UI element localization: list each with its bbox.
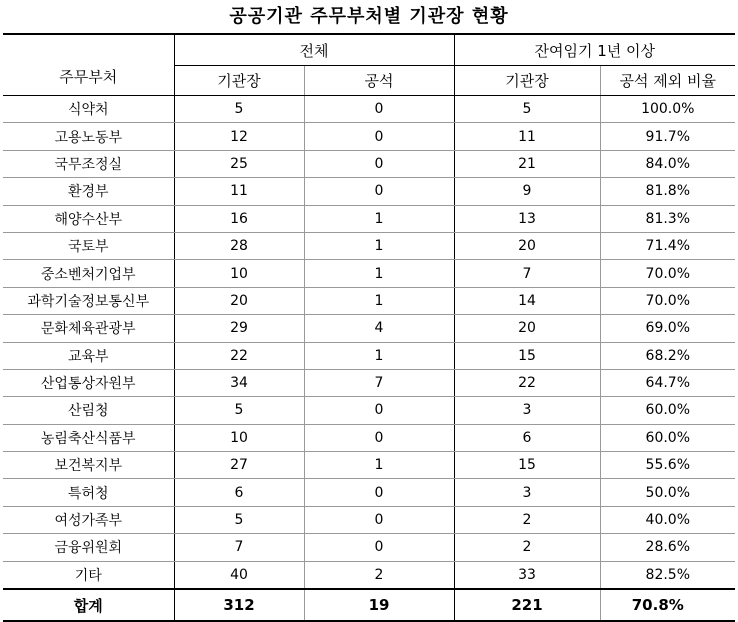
table-row: [3, 178, 735, 205]
vacant-cell: 0: [304, 397, 454, 424]
remaining-cell: 20: [454, 315, 600, 342]
remaining-cell: 22: [454, 369, 600, 396]
table-row: [3, 506, 735, 533]
ratio-cell: 28.6%: [600, 534, 735, 561]
remaining-cell: 11: [454, 123, 600, 150]
ministry-cell: 금융위원회: [3, 534, 174, 561]
vacant-cell: 0: [304, 424, 454, 451]
heads-cell: 20: [174, 287, 304, 314]
heads-cell: 7: [174, 534, 304, 561]
remaining-cell: 7: [454, 260, 600, 287]
vacant-cell: 0: [304, 123, 454, 150]
ministry-cell: 산림청: [3, 397, 174, 424]
table-title: 공공기관 주무부처별 기관장 현황: [229, 6, 509, 27]
ratio-cell: 68.2%: [600, 342, 735, 369]
vacant-cell: 2: [304, 561, 454, 589]
remaining-cell: 6: [454, 424, 600, 451]
table-row: [3, 369, 735, 396]
ratio-cell: 55.6%: [600, 452, 735, 479]
ministry-cell: 환경부: [3, 178, 174, 205]
header-group-total: 전체: [174, 34, 454, 66]
heads-cell: 16: [174, 205, 304, 232]
table-row: [3, 96, 735, 123]
table-row: [3, 205, 735, 232]
ratio-cell: 60.0%: [600, 424, 735, 451]
table-row: [3, 452, 735, 479]
ratio-cell: 81.8%: [600, 178, 735, 205]
ministry-cell: 산업통상자원부: [3, 369, 174, 396]
heads-cell: 10: [174, 424, 304, 451]
ministry-heads-table: [3, 33, 735, 622]
table-row: [3, 424, 735, 451]
ministry-cell: 고용노동부: [3, 123, 174, 150]
total-remaining: 221: [454, 589, 600, 621]
total-label: 합계: [3, 589, 174, 621]
ministry-cell: 기타: [74, 567, 102, 584]
heads-cell: 12: [174, 123, 304, 150]
ministry-cell: 해양수산부: [3, 205, 174, 232]
table-row: [3, 534, 735, 561]
ministry-cell: 식약처: [3, 96, 174, 123]
heads-cell: 29: [174, 315, 304, 342]
ministry-cell: 과학기술정보통신부: [3, 287, 174, 314]
ratio-cell: 70.0%: [600, 260, 735, 287]
table-row: [3, 479, 735, 506]
vacant-cell: 7: [304, 369, 454, 396]
total-ratio: 70.8%: [600, 589, 735, 621]
table-row: [3, 561, 735, 589]
vacant-cell: 0: [304, 178, 454, 205]
remaining-cell: 5: [454, 96, 600, 123]
ratio-cell: 100.0%: [600, 96, 735, 123]
total-vacant: 19: [304, 589, 454, 621]
vacant-cell: 0: [304, 150, 454, 177]
vacant-cell: 1: [304, 452, 454, 479]
heads-cell: 6: [174, 479, 304, 506]
vacant-cell: 1: [304, 287, 454, 314]
remaining-cell: 2: [454, 506, 600, 533]
remaining-cell: 15: [454, 452, 600, 479]
total-heads: 312: [174, 589, 304, 621]
table-row: [3, 397, 735, 424]
remaining-cell: 20: [454, 232, 600, 259]
heads-cell: 25: [174, 150, 304, 177]
ratio-cell: 64.7%: [600, 369, 735, 396]
remaining-cell: 14: [454, 287, 600, 314]
vacant-cell: 0: [304, 534, 454, 561]
ratio-cell: 50.0%: [600, 479, 735, 506]
table-row: [3, 123, 735, 150]
ministry-cell: 국토부: [3, 232, 174, 259]
heads-cell: 11: [174, 178, 304, 205]
vacant-cell: 0: [304, 479, 454, 506]
ratio-cell: 71.4%: [600, 232, 735, 259]
header-heads-remaining: 기관장: [454, 66, 600, 96]
table-row: [3, 232, 735, 259]
ratio-cell: 60.0%: [600, 397, 735, 424]
ministry-cell: 특허청: [3, 479, 174, 506]
remaining-cell: 21: [454, 150, 600, 177]
heads-cell: 28: [174, 232, 304, 259]
table-row: [3, 315, 735, 342]
ratio-cell: 69.0%: [600, 315, 735, 342]
heads-cell: 10: [174, 260, 304, 287]
remaining-cell: 3: [454, 397, 600, 424]
ministry-cell: 농림축산식품부: [3, 424, 174, 451]
ministry-cell: 중소벤처기업부: [3, 260, 174, 287]
heads-cell: 40: [174, 561, 304, 589]
table-row: [3, 150, 735, 177]
remaining-cell: 33: [454, 561, 600, 589]
vacant-cell: 4: [304, 315, 454, 342]
ministry-cell: 국무조정실: [3, 150, 174, 177]
remaining-cell: 3: [454, 479, 600, 506]
ministry-cell: 교육부: [3, 342, 174, 369]
header-heads: 기관장: [174, 66, 304, 96]
heads-cell: 5: [174, 96, 304, 123]
ratio-cell: 82.5%: [600, 561, 735, 589]
vacant-cell: 1: [304, 260, 454, 287]
heads-cell: 27: [174, 452, 304, 479]
header-vacant: 공석: [304, 66, 454, 96]
header-ratio: 공석 제외 비율: [600, 66, 735, 96]
table-row: [3, 287, 735, 314]
vacant-cell: 0: [304, 96, 454, 123]
ministry-cell: 보건복지부: [3, 452, 174, 479]
heads-cell: 22: [174, 342, 304, 369]
ministry-cell: 문화체육관광부: [3, 315, 174, 342]
remaining-cell: 9: [454, 178, 600, 205]
ratio-cell: 81.3%: [600, 205, 735, 232]
vacant-cell: 1: [304, 342, 454, 369]
vacant-cell: 0: [304, 506, 454, 533]
vacant-cell: 1: [304, 232, 454, 259]
total-row: [3, 589, 735, 621]
header-ministry: 주무부처: [3, 34, 174, 96]
table-row: [3, 342, 735, 369]
heads-cell: 34: [174, 369, 304, 396]
ratio-cell: 91.7%: [600, 123, 735, 150]
heads-cell: 5: [174, 397, 304, 424]
heads-cell: 5: [174, 506, 304, 533]
ratio-cell: 70.0%: [600, 287, 735, 314]
table-row: [3, 260, 735, 287]
remaining-cell: 15: [454, 342, 600, 369]
ratio-cell: 84.0%: [600, 150, 735, 177]
ministry-cell: 여성가족부: [3, 506, 174, 533]
ratio-cell: 40.0%: [600, 506, 735, 533]
vacant-cell: 1: [304, 205, 454, 232]
header-group-remaining: 잔여임기 1년 이상: [454, 34, 735, 66]
remaining-cell: 13: [454, 205, 600, 232]
remaining-cell: 2: [454, 534, 600, 561]
